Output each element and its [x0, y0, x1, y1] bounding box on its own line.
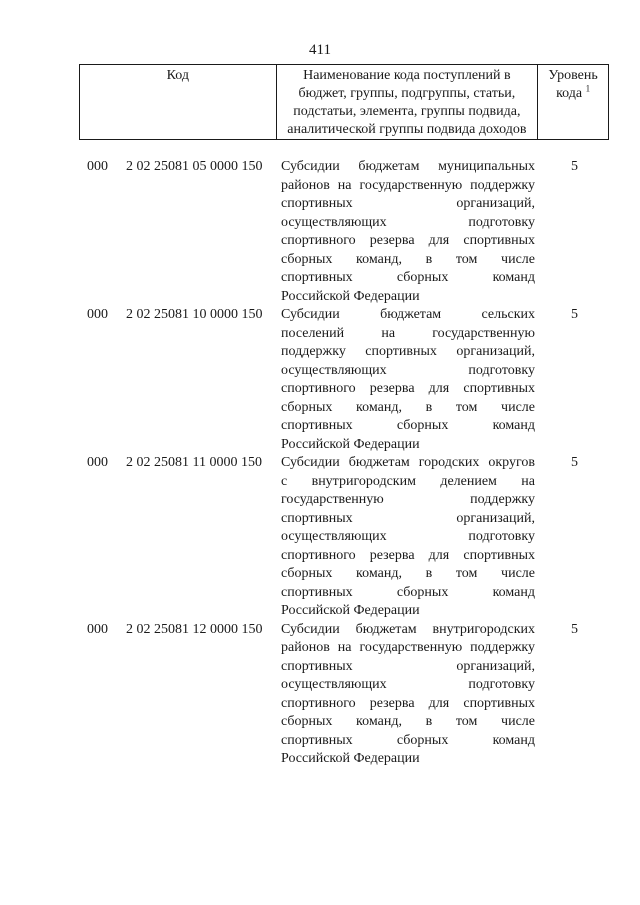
admin-code: 000: [87, 621, 108, 637]
header-name-line: аналитической группы подвида доходов: [287, 122, 527, 137]
income-name-line: сборных команд, в том числе: [281, 251, 535, 267]
income-name-line: поддержку спортивных организаций,: [281, 344, 535, 359]
code-level: 5: [571, 307, 578, 322]
income-name-line: осуществляющих подготовку: [281, 362, 535, 378]
income-name-line: спортивных сборных команд: [281, 584, 535, 600]
income-code: 2 02 25081 12 0000 150: [126, 621, 263, 637]
page-number: 411: [309, 42, 331, 58]
income-name-line: Субсидии бюджетам внутригородских: [281, 621, 535, 637]
income-name-line: осуществляющих подготовку: [281, 214, 535, 230]
header-level: [538, 65, 609, 140]
admin-code: 000: [87, 307, 108, 322]
income-name-line: спортивных организаций,: [281, 196, 535, 211]
income-name-line: сборных команд, в том числе: [281, 714, 535, 729]
income-name-line: районов на государственную поддержку: [281, 177, 535, 193]
table-row: [80, 454, 610, 621]
income-name: [281, 306, 535, 454]
header-level-line2: [542, 85, 604, 103]
table-header: [79, 64, 609, 140]
income-name-line: Российской Федерации: [281, 751, 420, 766]
income-name-line: Российской Федерации: [281, 288, 420, 304]
footnote-mark: 1: [585, 83, 591, 94]
header-name-line: Наименование кода поступлений в: [303, 68, 511, 83]
table-row: [80, 158, 610, 306]
income-name-line: с внутригородским делением на: [281, 473, 535, 489]
income-name-line: районов на государственную поддержку: [281, 640, 535, 655]
table-row: [80, 306, 610, 454]
income-name: [281, 158, 535, 306]
code-level: 5: [571, 621, 578, 637]
income-code: 2 02 25081 10 0000 150: [126, 307, 263, 322]
income-code: 2 02 25081 11 0000 150: [126, 455, 262, 470]
income-name-line: сборных команд, в том числе: [281, 566, 535, 581]
income-name-line: осуществляющих подготовку: [281, 529, 535, 544]
income-name-line: спортивного резерва для спортивных: [281, 233, 535, 248]
income-name-line: сборных команд, в том числе: [281, 399, 535, 415]
income-name-line: спортивных организаций,: [281, 510, 535, 526]
admin-code: 000: [87, 159, 108, 174]
table-row: [80, 621, 610, 769]
income-name-line: Субсидии бюджетам городских округов: [281, 455, 535, 470]
code-level: 5: [571, 455, 578, 470]
income-name-line: осуществляющих подготовку: [281, 677, 535, 692]
income-name: [281, 454, 535, 621]
header-name: [276, 65, 538, 140]
income-name-line: Российской Федерации: [281, 436, 420, 452]
income-name-line: государственную поддержку: [281, 492, 535, 507]
income-name-line: спортивных сборных команд: [281, 270, 535, 285]
income-name-line: спортивного резерва для спортивных: [281, 695, 535, 711]
income-name-line: Субсидии бюджетам муниципальных: [281, 159, 535, 174]
income-name-line: спортивных организаций,: [281, 658, 535, 674]
income-code: 2 02 25081 05 0000 150: [126, 159, 263, 174]
income-name-line: поселений на государственную: [281, 325, 535, 341]
header-code: Код: [80, 65, 277, 140]
code-level: 5: [571, 159, 578, 174]
income-name-line: Российской Федерации: [281, 603, 420, 618]
header-level-line1: Уровень: [548, 68, 598, 83]
admin-code: 000: [87, 455, 108, 470]
income-name-line: спортивного резерва для спортивных: [281, 547, 535, 563]
income-name-line: спортивного резерва для спортивных: [281, 381, 535, 396]
header-name-line: подстатьи, элемента, группы подвида,: [293, 104, 521, 119]
income-name-line: Субсидии бюджетам сельских: [281, 307, 535, 322]
income-name-line: спортивных сборных команд: [281, 732, 535, 748]
table-body: [80, 158, 610, 769]
header-name-line: бюджет, группы, подгруппы, статьи,: [298, 86, 516, 101]
header-level-word: кода: [556, 86, 583, 101]
income-name-line: спортивных сборных команд: [281, 418, 535, 433]
income-name: [281, 621, 535, 769]
